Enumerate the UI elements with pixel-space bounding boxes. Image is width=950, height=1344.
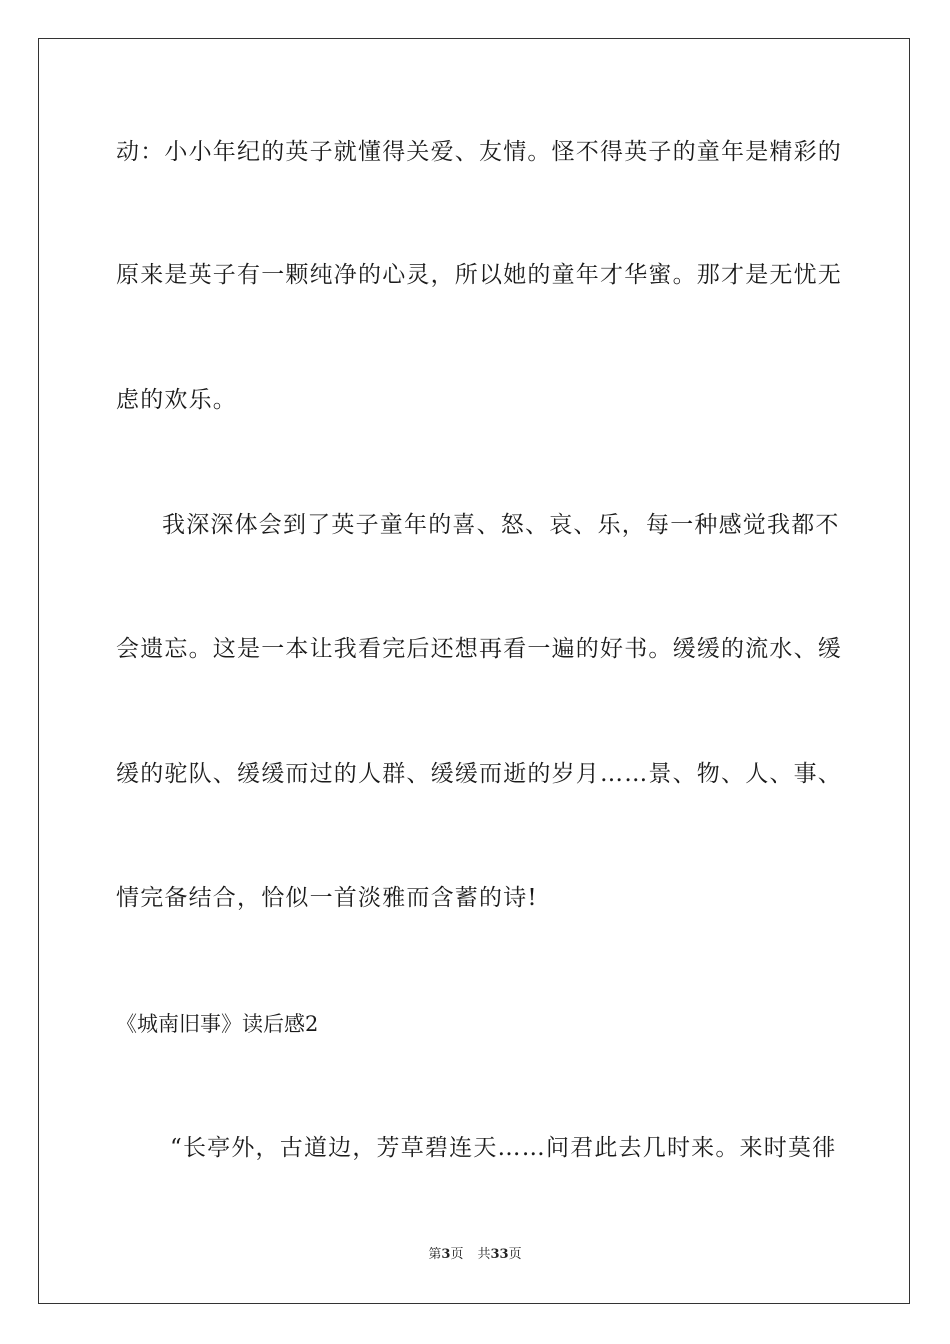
body-line-1: 动：小小年纪的英子就懂得关爱、友情。怪不得英子的童年是精彩的: [116, 139, 842, 165]
footer-total-suffix: 页: [508, 1247, 522, 1262]
footer-page-suffix: 页: [450, 1247, 464, 1262]
body-line-5: 会遗忘。这是一本让我看完后还想再看一遍的好书。缓缓的流水、缓: [116, 636, 842, 662]
footer-page-prefix: 第: [428, 1247, 442, 1262]
body-line-3: 虑的欢乐。: [116, 387, 237, 413]
body-line-8: “长亭外，古道边，芳草碧连天……问君此去几时来。来时莫徘: [170, 1135, 837, 1161]
page-footer: [0, 1246, 950, 1264]
body-line-7: 情完备结合，恰似一首淡雅而含蓄的诗!: [116, 885, 538, 911]
footer-total-number: 33: [490, 1247, 509, 1262]
body-line-4: 我深深体会到了英子童年的喜、怒、哀、乐，每一种感觉我都不: [162, 512, 840, 538]
footer-total-prefix: 共: [477, 1247, 491, 1262]
page-border: [38, 38, 910, 1304]
footer-page-number: 3: [441, 1247, 451, 1262]
body-line-6: 缓的驼队、缓缓而过的人群、缓缓而逝的岁月……景、物、人、事、: [116, 761, 842, 787]
section-heading: 《城南旧事》读后感2: [116, 1012, 319, 1036]
body-line-2: 原来是英子有一颗纯净的心灵，所以她的童年才华蜜。那才是无忧无: [116, 262, 842, 288]
